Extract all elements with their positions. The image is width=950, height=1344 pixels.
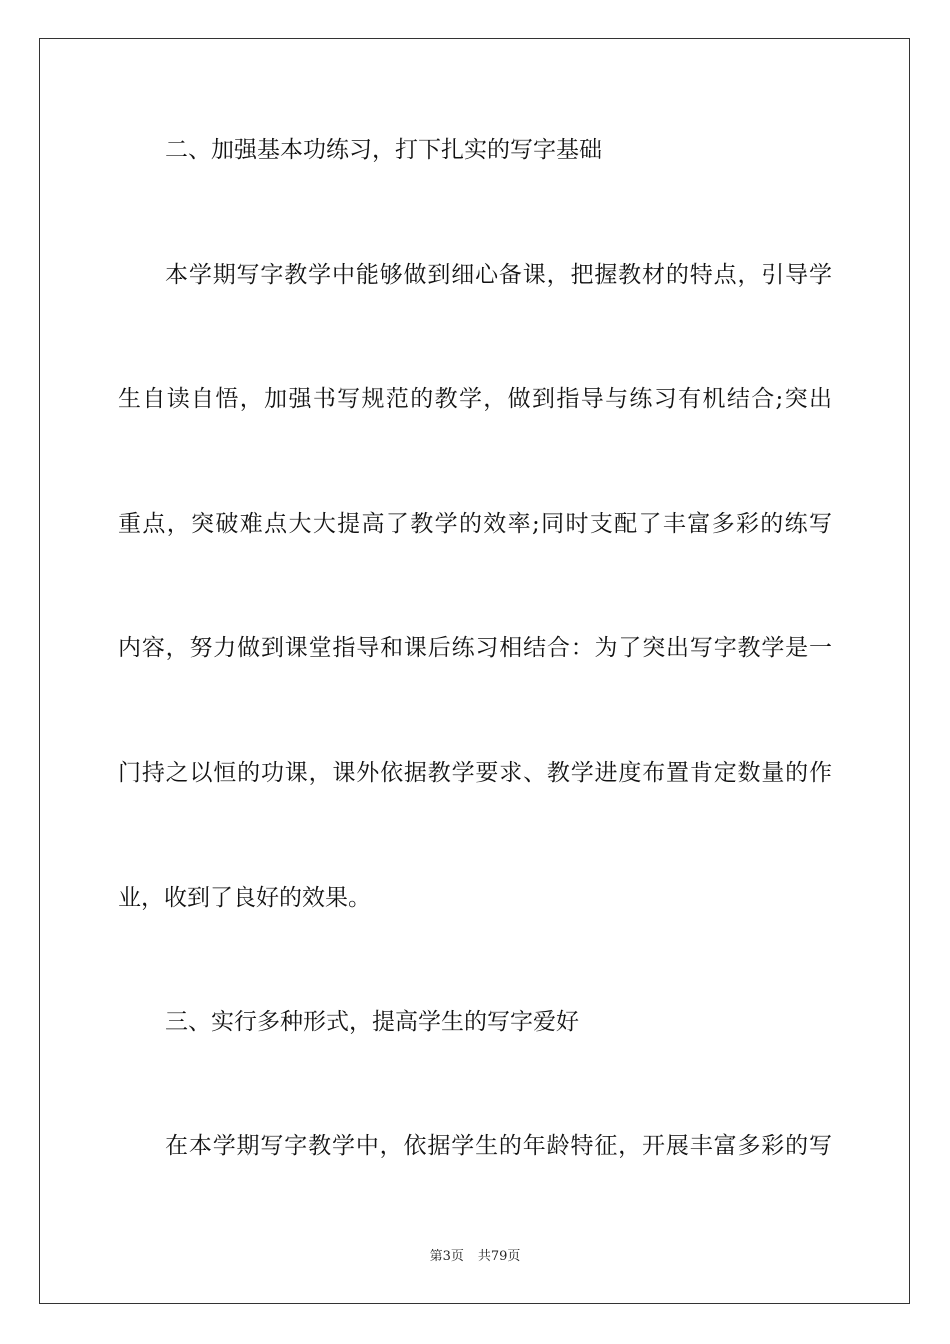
page-frame bbox=[39, 38, 910, 1304]
section-heading-3: 三、实行多种形式，提高学生的写字爱好 bbox=[165, 1009, 579, 1035]
page-number: 第3页 bbox=[429, 1249, 464, 1264]
paragraph-line: 在本学期写字教学中，依据学生的年龄特征，开展丰富多彩的写 bbox=[165, 1133, 832, 1159]
page-total: 共79页 bbox=[477, 1249, 521, 1264]
section-heading-2: 二、加强基本功练习，打下扎实的写字基础 bbox=[165, 137, 602, 163]
paragraph-line: 本学期写字教学中能够做到细心备课，把握教材的特点，引导学 bbox=[165, 262, 832, 288]
paragraph-line: 生自读自悟，加强书写规范的教学，做到指导与练习有机结合;突出 bbox=[118, 386, 832, 412]
paragraph-line: 门持之以恒的功课，课外依据教学要求、教学进度布置肯定数量的作 bbox=[118, 760, 832, 786]
paragraph-line: 内容，努力做到课堂指导和课后练习相结合：为了突出写字教学是一 bbox=[118, 635, 832, 661]
paragraph-line: 业，收到了良好的效果。 bbox=[118, 885, 371, 911]
page-footer bbox=[0, 1249, 950, 1265]
paragraph-line: 重点，突破难点大大提高了教学的效率;同时支配了丰富多彩的练写 bbox=[118, 511, 832, 537]
